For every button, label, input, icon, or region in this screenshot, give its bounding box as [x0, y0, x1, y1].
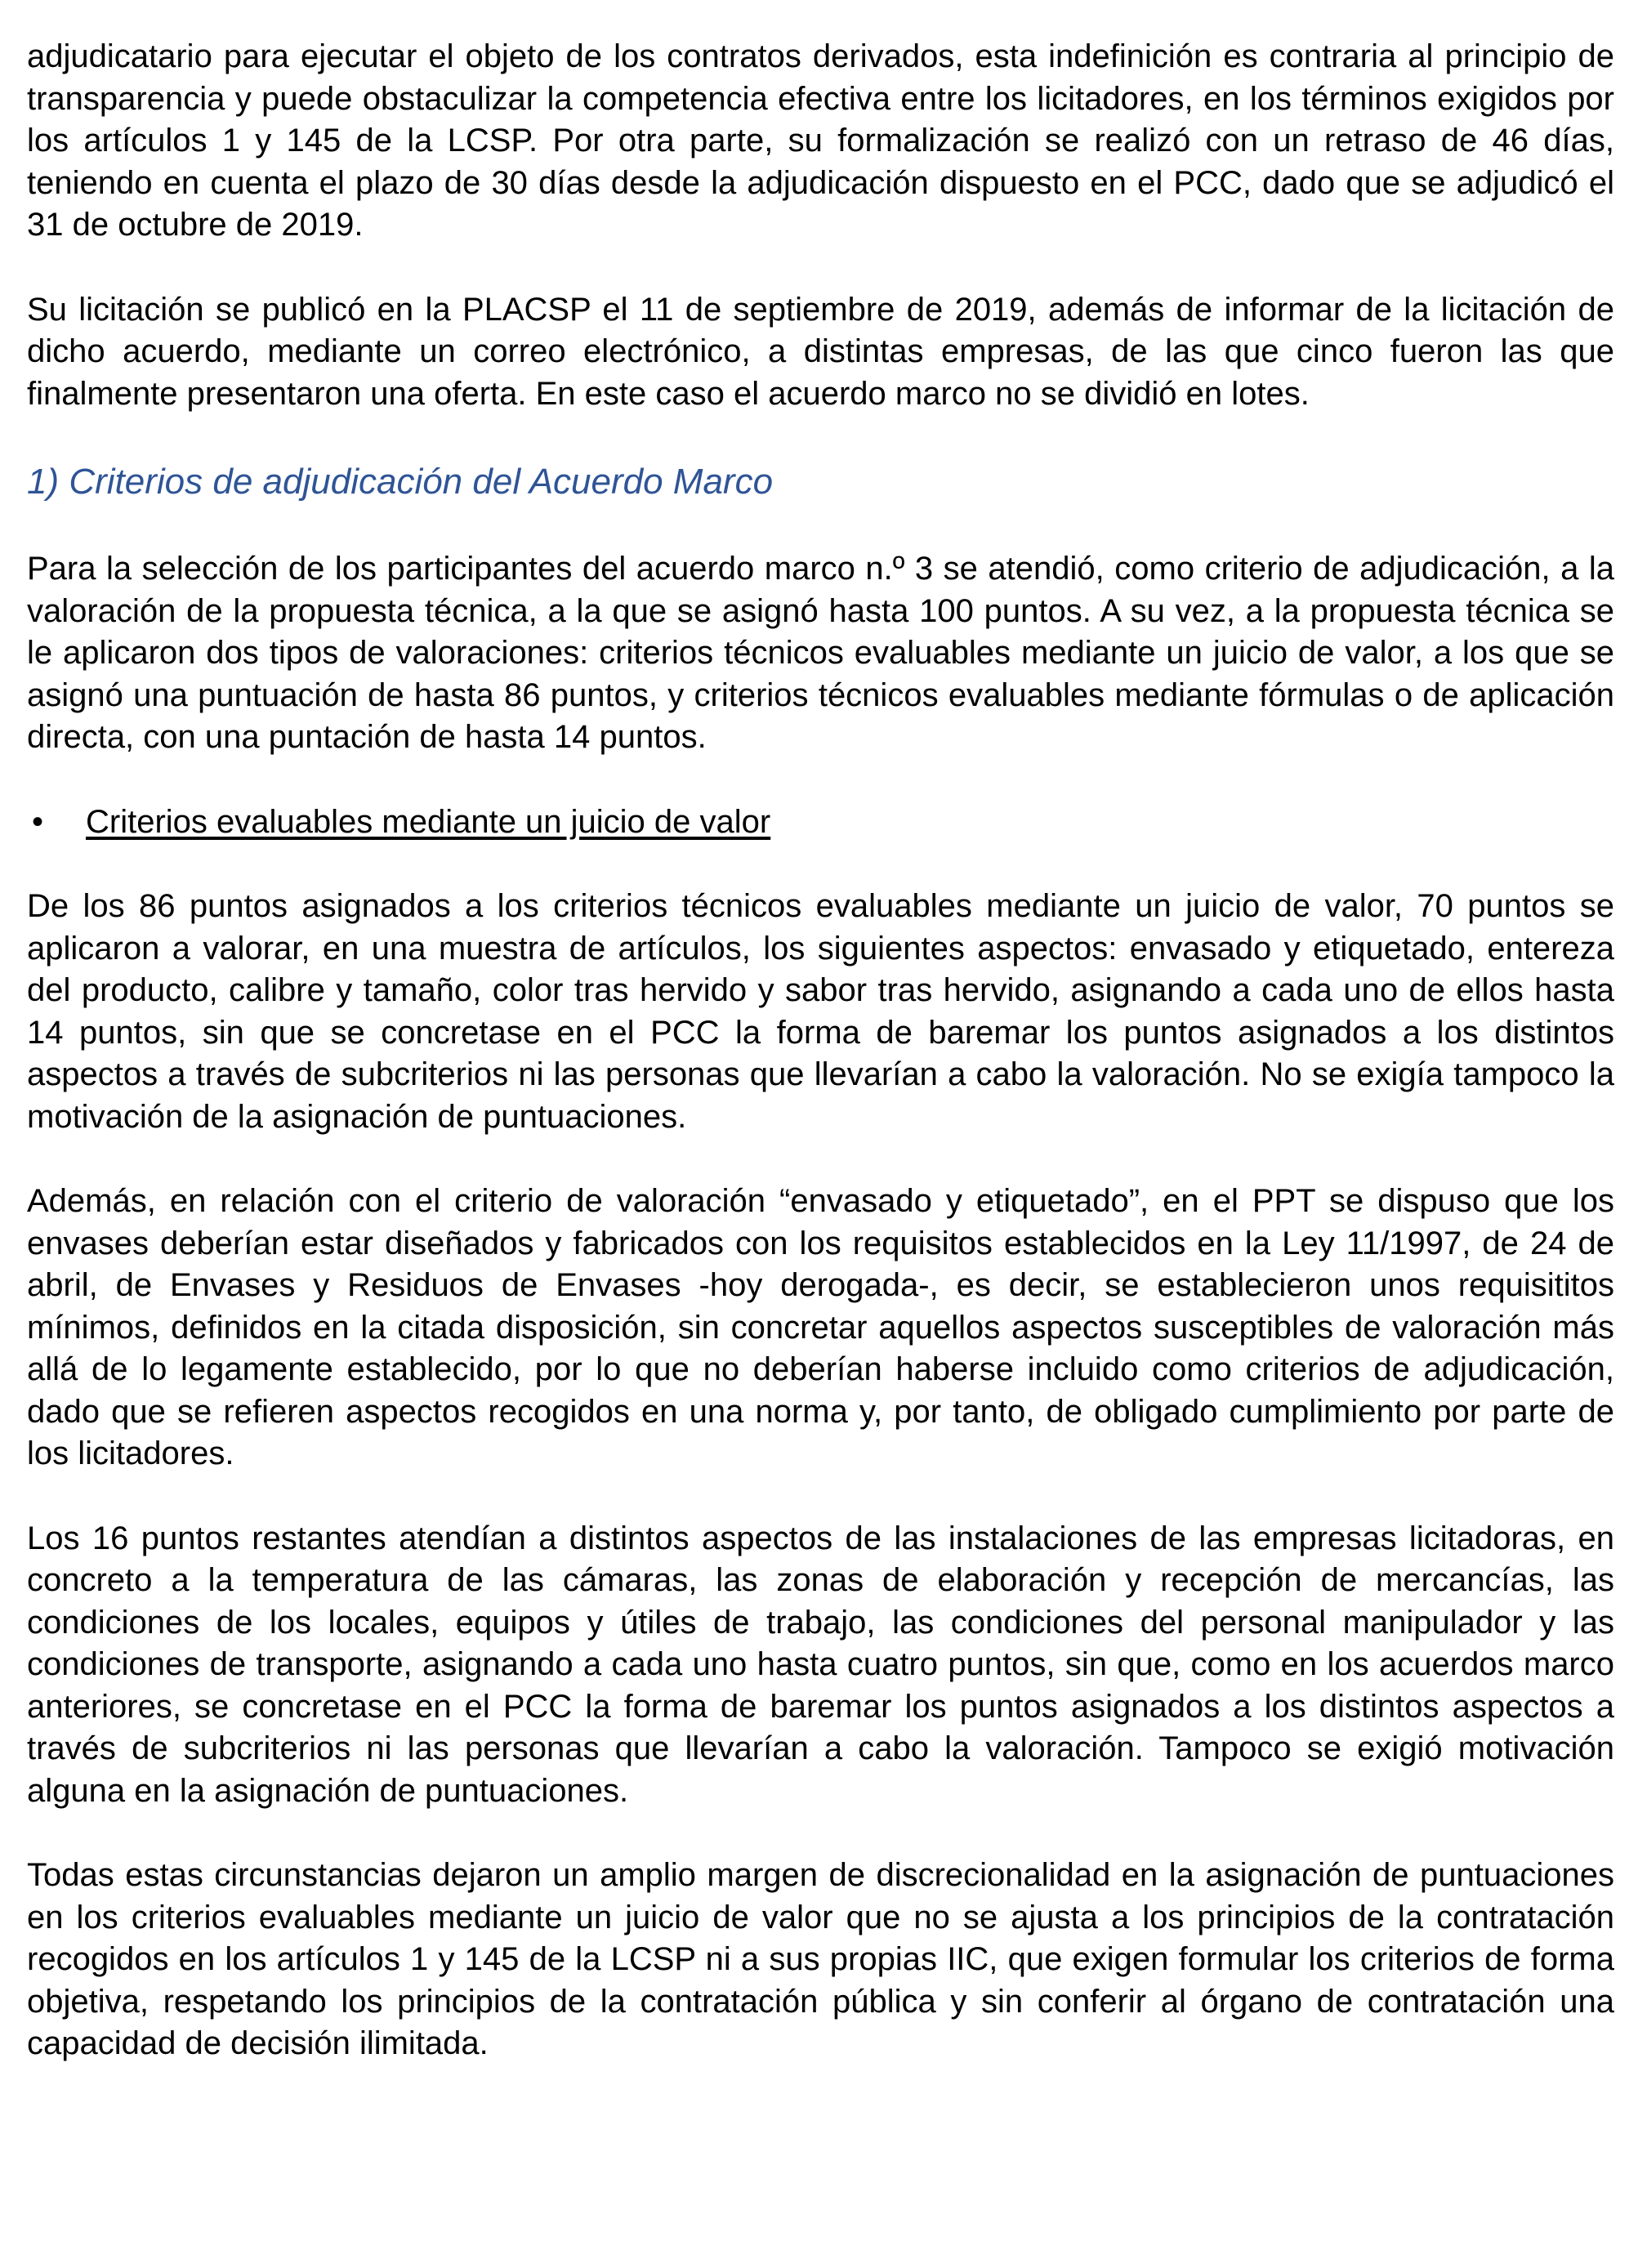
bullet-icon: • — [32, 803, 44, 840]
paragraph-16-puntos: Los 16 puntos restantes atendían a distintos aspectos de las instalaciones de las empresas licitadoras, en concreto a la temperatura de las cámaras, las zonas de elaboración y recepción de mercancías, las condiciones de los locales, equipos y útiles de trabajo, las condiciones del personal manipulador y las condiciones de transporte, asignando a cada uno hasta cuatro puntos, sin que, como en los acuerdos marco anteriores, se concretase en el PCC la forma de baremar los puntos asignados a los distintos aspectos a través de subcriterios ni las personas que llevarían a cabo la valoración. Tampoco se exigió motivación alguna en la asignación de puntuaciones. — [27, 1520, 1614, 1809]
paragraph-licitacion: Su licitación se publicó en la PLACSP el 11 de septiembre de 2019, además de informar de la licitación de dicho acuerdo, mediante un correo electrónico, a distintas empresas, de las que cinco fueron las que finalmente presentaron una oferta. En este caso el acuerdo marco no se dividió en lotes. — [27, 291, 1614, 412]
paragraph-adjudicatario: adjudicatario para ejecutar el objeto de los contratos derivados, esta indefinición es contraria al principio de transparencia y puede obstaculizar la competencia efectiva entre los licitadores, en los términos exigidos por los artículos 1 y 145 de la LCSP. Por otra parte, su formalización se realizó con un retraso de 46 días, teniendo en cuenta el plazo de 30 días desde la adjudicación dispuesto en el PCC, dado que se adjudicó el 31 de octubre de 2019. — [27, 38, 1614, 243]
bullet-label: Criterios evaluables mediante un juicio de valor — [86, 803, 771, 840]
paragraph-envasado: Además, en relación con el criterio de valoración “envasado y etiquetado”, en el PPT se dispuso que los envases deberían estar diseñados y fabricados con los requisitos establecidos en la Ley 11/1997, de 24 de abril, de Envases y Residuos de Envases -hoy derogada-, es decir, se establecieron unos requisititos mínimos, definidos en la citada disposición, sin concretar aquellos aspectos susceptibles de valoración más allá de lo legamente establecido, por lo que no deberían haberse incluido como criterios de adjudicación, dado que se refieren aspectos recogidos en una norma y, por tanto, de obligado cumplimiento por parte de los licitadores. — [27, 1183, 1614, 1471]
paragraph-circunstancias: Todas estas circunstancias dejaron un amplio margen de discrecionalidad en la asignación de puntuaciones en los criterios evaluables mediante un juicio de valor que no se ajusta a los principios de la contratación recogidos en los artículos 1 y 145 de la LCSP ni a sus propias IIC, que exigen formular los criterios de forma objetiva, respetando los principios de la contratación pública y sin conferir al órgano de contratación una capacidad de decisión ilimitada. — [27, 1857, 1614, 2061]
bullet-item — [27, 801, 1614, 844]
document-page — [27, 36, 1614, 2108]
section-heading: 1) Criterios de adjudicación del Acuerdo Marco — [27, 462, 774, 502]
paragraph-seleccion: Para la selección de los participantes del acuerdo marco n.º 3 se atendió, como criterio de adjudicación, a la valoración de la propuesta técnica, a la que se asignó hasta 100 puntos. A su vez, a la propuesta técnica se le aplicaron dos tipos de valoraciones: criterios técnicos evaluables mediante un juicio de valor, a los que se asignó una puntuación de hasta 86 puntos, y criterios técnicos evaluables mediante fórmulas o de aplicación directa, con una puntación de hasta 14 puntos. — [27, 551, 1614, 755]
paragraph-86-puntos: De los 86 puntos asignados a los criterios técnicos evaluables mediante un juicio de valor, 70 puntos se aplicaron a valorar, en una muestra de artículos, los siguientes aspectos: envasado y etiquetado, entereza del producto, calibre y tamaño, color tras hervido y sabor tras hervido, asignando a cada uno de ellos hasta 14 puntos, sin que se concretase en el PCC la forma de baremar los puntos asignados a los distintos aspectos a través de subcriterios ni las personas que llevarían a cabo la valoración. No se exigía tampoco la motivación de la asignación de puntuaciones. — [27, 888, 1614, 1135]
